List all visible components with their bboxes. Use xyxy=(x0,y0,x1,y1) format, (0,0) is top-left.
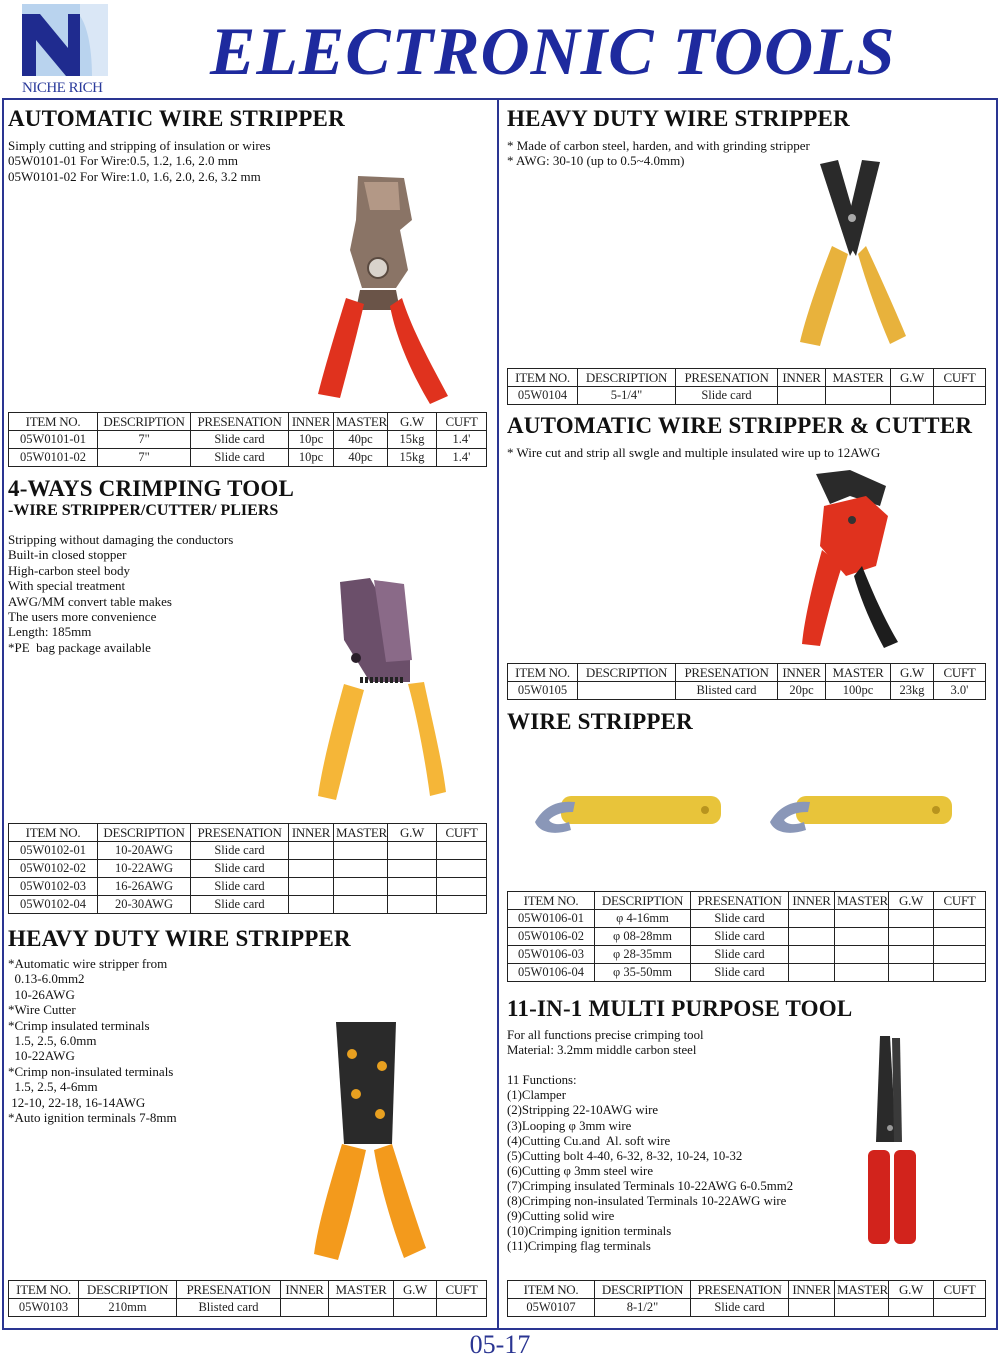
header-gw: G.W xyxy=(388,824,437,842)
cell-item-no: 05W0101-02 xyxy=(9,449,98,467)
header-presentation: PRESENATION xyxy=(676,369,778,387)
automatic-wire-stripper-image xyxy=(300,170,470,410)
table-row xyxy=(508,910,986,928)
cell-gw xyxy=(889,964,934,982)
header-cuft: CUFT xyxy=(437,413,487,431)
cell-master xyxy=(334,860,388,878)
header-item-no: ITEM NO. xyxy=(508,664,578,682)
cell-inner: 10pc xyxy=(289,449,334,467)
section-description: Simply cutting and stripping of insulation or wires 05W0101-01 For Wire:0.5, 1.2, 1.6, 2.0 mm 05W0101-02 For Wire:1.0, 1.6, 2.0, 2.6, 3.2 mm xyxy=(8,138,271,184)
cell-description: 210mm xyxy=(79,1299,177,1317)
cable-stripper-image-1 xyxy=(525,782,725,844)
header-master: MASTER xyxy=(826,369,891,387)
cell-description: 16-26AWG xyxy=(98,878,191,896)
cell-description: φ 4-16mm xyxy=(595,910,691,928)
header-inner: INNER xyxy=(789,892,835,910)
table-row xyxy=(508,928,986,946)
section-wire-stripper xyxy=(507,709,693,735)
cell-gw xyxy=(394,1299,437,1317)
cell-presentation: Slide card xyxy=(691,1299,789,1317)
cell-presentation: Slide card xyxy=(676,387,778,405)
cell-gw xyxy=(388,878,437,896)
column-divider xyxy=(497,98,499,1330)
cell-item-no: 05W0106-02 xyxy=(508,928,595,946)
cell-gw xyxy=(889,946,934,964)
logo-mark xyxy=(22,4,108,76)
cell-inner: 10pc xyxy=(289,431,334,449)
header-inner: INNER xyxy=(281,1281,329,1299)
table-row xyxy=(9,896,487,914)
cell-inner xyxy=(789,928,835,946)
cell-item-no: 05W0106-04 xyxy=(508,964,595,982)
spec-table-05W0106 xyxy=(507,891,986,982)
cell-presentation: Slide card xyxy=(191,449,289,467)
cell-inner xyxy=(289,878,334,896)
table-header-row xyxy=(9,824,487,842)
cell-inner xyxy=(778,387,826,405)
header-item-no: ITEM NO. xyxy=(508,369,578,387)
cell-item-no: 05W0102-02 xyxy=(9,860,98,878)
cell-gw: 23kg xyxy=(891,682,934,700)
header-presentation: PRESENATION xyxy=(177,1281,281,1299)
cell-item-no: 05W0106-03 xyxy=(508,946,595,964)
cell-cuft xyxy=(934,964,986,982)
cell-cuft: 3.0' xyxy=(934,682,986,700)
header-inner: INNER xyxy=(789,1281,835,1299)
cell-master xyxy=(334,842,388,860)
cell-item-no: 05W0102-04 xyxy=(9,896,98,914)
section-title: AUTOMATIC WIRE STRIPPER & CUTTER xyxy=(507,413,973,438)
cell-item-no: 05W0102-03 xyxy=(9,878,98,896)
header-description: DESCRIPTION xyxy=(595,892,691,910)
cell-master xyxy=(835,946,889,964)
cell-item-no: 05W0103 xyxy=(9,1299,79,1317)
table-row xyxy=(508,964,986,982)
section-automatic-wire-stripper-cutter xyxy=(507,413,972,460)
cell-inner xyxy=(289,842,334,860)
section-11-in-1-multi-purpose-tool xyxy=(507,996,852,1254)
cell-presentation: Slide card xyxy=(191,842,289,860)
header-inner: INNER xyxy=(289,413,334,431)
header-presentation: PRESENATION xyxy=(691,1281,789,1299)
table-row xyxy=(9,878,487,896)
header-item-no: ITEM NO. xyxy=(9,1281,79,1299)
cell-cuft xyxy=(437,860,487,878)
brand-logo xyxy=(22,4,110,96)
cell-item-no: 05W0107 xyxy=(508,1299,595,1317)
header-master: MASTER xyxy=(835,892,889,910)
cell-cuft xyxy=(437,842,487,860)
cell-cuft xyxy=(934,1299,986,1317)
cell-cuft xyxy=(437,878,487,896)
header-item-no: ITEM NO. xyxy=(508,892,595,910)
header-gw: G.W xyxy=(889,1281,934,1299)
spec-table-05W0101 xyxy=(8,412,487,467)
header-cuft: CUFT xyxy=(934,664,986,682)
section-description: For all functions precise crimping tool Material: 3.2mm middle carbon steel 11 Functions: (1)Clamper (2)Stripping 22-10AWG wire (3)Looping φ 3mm wire (4)Cutting Cu.and Al. soft wire (5)Cutting bolt 4-40, 6-32, 8-32, 10-24, 10-32 (6)Cutting φ 3mm steel wire (7)Crimping insulated Terminals 10-22AWG 6-0.5mm2 (8)Crimping non-insulated Terminals 10-22AWG wire (9)Cutting solid wire (10)Crimping ignition terminals (11)Crimping flag terminals xyxy=(507,1028,794,1254)
section-title: HEAVY DUTY WIRE STRIPPER xyxy=(8,926,351,951)
section-4-ways-crimping-tool xyxy=(8,476,294,655)
header-gw: G.W xyxy=(889,892,934,910)
multi-purpose-tool-image xyxy=(850,1032,930,1250)
cell-description: 10-20AWG xyxy=(98,842,191,860)
table-header-row xyxy=(508,892,986,910)
page-number: 05-17 xyxy=(469,1330,531,1358)
cell-cuft xyxy=(934,387,986,405)
header-description: DESCRIPTION xyxy=(595,1281,691,1299)
section-description: * Wire cut and strip all swgle and multiple insulated wire up to 12AWG xyxy=(507,445,881,460)
cell-description: φ 28-35mm xyxy=(595,946,691,964)
cell-description: φ 35-50mm xyxy=(595,964,691,982)
cell-description: 20-30AWG xyxy=(98,896,191,914)
cell-master xyxy=(835,964,889,982)
table-header-row xyxy=(9,413,487,431)
section-description: Stripping without damaging the conductors Built-in closed stopper High-carbon steel body With special treatment AWG/MM convert table makes The users more convenience Length: 185mm *PE bag package available xyxy=(8,532,234,655)
cell-inner xyxy=(289,896,334,914)
table-header-row xyxy=(508,664,986,682)
cell-description: 5-1/4" xyxy=(578,387,676,405)
cell-presentation: Slide card xyxy=(191,878,289,896)
header-master: MASTER xyxy=(329,1281,394,1299)
automatic-stripper-cutter-image xyxy=(790,466,910,652)
cell-master xyxy=(835,1299,889,1317)
cell-cuft xyxy=(437,1299,487,1317)
spec-table-05W0103 xyxy=(8,1280,487,1317)
cell-gw: 15kg xyxy=(388,449,437,467)
header-master: MASTER xyxy=(334,413,388,431)
section-description: *Automatic wire stripper from 0.13-6.0mm2 10-26AWG *Wire Cutter *Crimp insulated terminals 1.5, 2.5, 6.0mm 10-22AWG *Crimp non-insulated terminals 1.5, 2.5, 4-6mm 12-10, 22-18, 16-14AWG *Auto ignition terminals 7-8mm xyxy=(8,956,177,1126)
section-description: * Made of carbon steel, harden, and with grinding stripper * AWG: 30-10 (up to 0.5~4.0mm) xyxy=(507,138,810,169)
cell-inner xyxy=(281,1299,329,1317)
brand-name: NICHE RICH xyxy=(22,80,103,96)
cell-master xyxy=(334,896,388,914)
header-gw: G.W xyxy=(394,1281,437,1299)
spec-table-05W0107 xyxy=(507,1280,986,1317)
header-item-no: ITEM NO. xyxy=(9,824,98,842)
section-title: 11-IN-1 MULTI PURPOSE TOOL xyxy=(507,996,853,1021)
cell-master xyxy=(826,387,891,405)
header-inner: INNER xyxy=(289,824,334,842)
cell-presentation: Slide card xyxy=(691,910,789,928)
header-cuft: CUFT xyxy=(437,1281,487,1299)
cell-presentation: Slide card xyxy=(691,964,789,982)
cell-inner xyxy=(789,964,835,982)
section-title: WIRE STRIPPER xyxy=(507,709,693,734)
section-subtitle: -WIRE STRIPPER/CUTTER/ PLIERS xyxy=(8,502,279,519)
cell-gw: 15kg xyxy=(388,431,437,449)
table-row xyxy=(9,1299,487,1317)
heavy-duty-stripper-yellow-image xyxy=(780,156,920,356)
cell-gw xyxy=(891,387,934,405)
cell-description: 7" xyxy=(98,431,191,449)
cell-master: 100pc xyxy=(826,682,891,700)
header-description: DESCRIPTION xyxy=(79,1281,177,1299)
cell-presentation: Slide card xyxy=(691,928,789,946)
cell-description: 8-1/2" xyxy=(595,1299,691,1317)
cell-inner xyxy=(289,860,334,878)
spec-table-05W0105 xyxy=(507,663,986,700)
header-master: MASTER xyxy=(334,824,388,842)
cell-item-no: 05W0102-01 xyxy=(9,842,98,860)
header-cuft: CUFT xyxy=(934,1281,986,1299)
table-row xyxy=(9,842,487,860)
header-item-no: ITEM NO. xyxy=(508,1281,595,1299)
header-presentation: PRESENATION xyxy=(191,824,289,842)
cell-item-no: 05W0105 xyxy=(508,682,578,700)
crimping-tool-image xyxy=(300,570,460,810)
cell-gw xyxy=(388,860,437,878)
table-header-row xyxy=(9,1281,487,1299)
table-row xyxy=(508,387,986,405)
cell-gw xyxy=(889,910,934,928)
cell-cuft xyxy=(934,946,986,964)
cell-presentation: Slide card xyxy=(191,431,289,449)
table-row xyxy=(508,682,986,700)
header-gw: G.W xyxy=(891,369,934,387)
section-title: HEAVY DUTY WIRE STRIPPER xyxy=(507,106,850,131)
header-presentation: PRESENATION xyxy=(191,413,289,431)
cell-gw xyxy=(889,928,934,946)
cell-item-no: 05W0104 xyxy=(508,387,578,405)
table-row xyxy=(508,946,986,964)
cell-inner xyxy=(789,946,835,964)
cell-master xyxy=(835,928,889,946)
header-description: DESCRIPTION xyxy=(98,413,191,431)
header-gw: G.W xyxy=(891,664,934,682)
cell-cuft xyxy=(934,928,986,946)
cell-inner xyxy=(789,910,835,928)
cell-presentation: Slide card xyxy=(191,860,289,878)
table-row xyxy=(9,431,487,449)
cell-master xyxy=(329,1299,394,1317)
header-cuft: CUFT xyxy=(934,369,986,387)
page-title: ELECTRONIC TOOLS xyxy=(210,13,896,89)
header-cuft: CUFT xyxy=(437,824,487,842)
header-item-no: ITEM NO. xyxy=(9,413,98,431)
cell-inner: 20pc xyxy=(778,682,826,700)
cell-cuft xyxy=(934,910,986,928)
cell-item-no: 05W0101-01 xyxy=(9,431,98,449)
spec-table-05W0102 xyxy=(8,823,487,914)
spec-table-05W0104 xyxy=(507,368,986,405)
cell-description: 7" xyxy=(98,449,191,467)
cell-presentation: Blisted card xyxy=(177,1299,281,1317)
cell-gw xyxy=(388,896,437,914)
cell-cuft xyxy=(437,896,487,914)
cell-cuft: 1.4' xyxy=(437,431,487,449)
header-cuft: CUFT xyxy=(934,892,986,910)
section-title: 4-WAYS CRIMPING TOOL xyxy=(8,476,295,501)
table-header-row xyxy=(508,369,986,387)
cell-gw xyxy=(388,842,437,860)
header-master: MASTER xyxy=(826,664,891,682)
header-presentation: PRESENATION xyxy=(676,664,778,682)
table-row xyxy=(9,449,487,467)
cell-master xyxy=(334,878,388,896)
cell-master: 40pc xyxy=(334,449,388,467)
cell-description xyxy=(578,682,676,700)
table-row xyxy=(508,1299,986,1317)
cell-description: φ 08-28mm xyxy=(595,928,691,946)
header-gw: G.W xyxy=(388,413,437,431)
header-master: MASTER xyxy=(835,1281,889,1299)
cell-presentation: Slide card xyxy=(191,896,289,914)
table-row xyxy=(9,860,487,878)
section-title: AUTOMATIC WIRE STRIPPER xyxy=(8,106,345,131)
cell-master: 40pc xyxy=(334,431,388,449)
heavy-duty-stripper-image xyxy=(292,1014,452,1270)
section-automatic-wire-stripper xyxy=(8,106,345,184)
cell-inner xyxy=(789,1299,835,1317)
cell-cuft: 1.4' xyxy=(437,449,487,467)
cell-item-no: 05W0106-01 xyxy=(508,910,595,928)
header-description: DESCRIPTION xyxy=(578,369,676,387)
cell-master xyxy=(835,910,889,928)
header-inner: INNER xyxy=(778,369,826,387)
header-description: DESCRIPTION xyxy=(98,824,191,842)
cell-description: 10-22AWG xyxy=(98,860,191,878)
header-presentation: PRESENATION xyxy=(691,892,789,910)
cell-presentation: Blisted card xyxy=(676,682,778,700)
cell-presentation: Slide card xyxy=(691,946,789,964)
cell-gw xyxy=(889,1299,934,1317)
cable-stripper-image-2 xyxy=(760,782,960,844)
header-inner: INNER xyxy=(778,664,826,682)
table-header-row xyxy=(508,1281,986,1299)
header-description: DESCRIPTION xyxy=(578,664,676,682)
